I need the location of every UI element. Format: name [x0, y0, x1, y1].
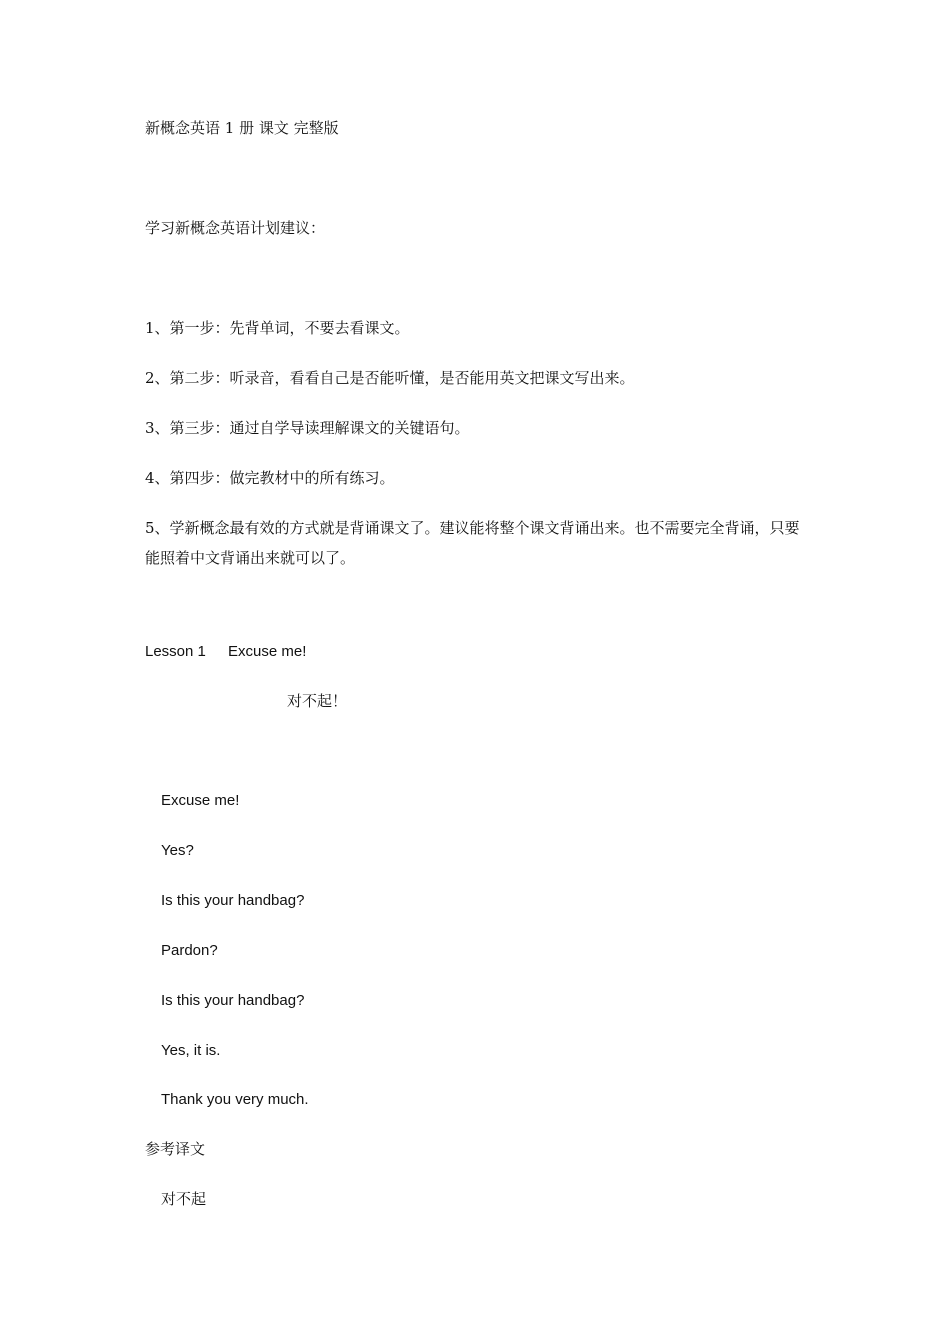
- translation-heading: 参考译文: [145, 1140, 206, 1158]
- plan-step: 4、第四步：做完教材中的所有练习。: [145, 469, 395, 487]
- lesson-title-chinese: 对不起！: [287, 692, 348, 710]
- dialogue-line: Is this your handbag?: [161, 992, 305, 1009]
- dialogue-line: Excuse me!: [161, 792, 240, 809]
- dialogue-line: Pardon?: [161, 942, 218, 959]
- plan-step: 3、第三步：通过自学导读理解课文的关键语句。: [145, 419, 470, 437]
- lesson-number: Lesson 1: [145, 643, 206, 660]
- dialogue-line: Yes, it is.: [161, 1042, 221, 1059]
- dialogue-line: Yes?: [161, 842, 194, 859]
- plan-heading: 学习新概念英语计划建议：: [145, 219, 326, 237]
- translation-line: 对不起: [161, 1190, 207, 1208]
- plan-step: 5、学新概念最有效的方式就是背诵课文了。建议能将整个课文背诵出来。也不需要完全背诵，只要能照着中文背诵出来就可以了。: [145, 519, 800, 567]
- dialogue-line: Thank you very much.: [161, 1091, 309, 1108]
- plan-step: 1、第一步：先背单词，不要去看课文。: [145, 319, 410, 337]
- plan-step: 2、第二步：听录音，看看自己是否能听懂，是否能用英文把课文写出来。: [145, 369, 635, 387]
- dialogue-line: Is this your handbag?: [161, 892, 305, 909]
- document-title: 新概念英语 1 册 课文 完整版: [145, 119, 339, 137]
- lesson-title: Excuse me!: [228, 643, 307, 660]
